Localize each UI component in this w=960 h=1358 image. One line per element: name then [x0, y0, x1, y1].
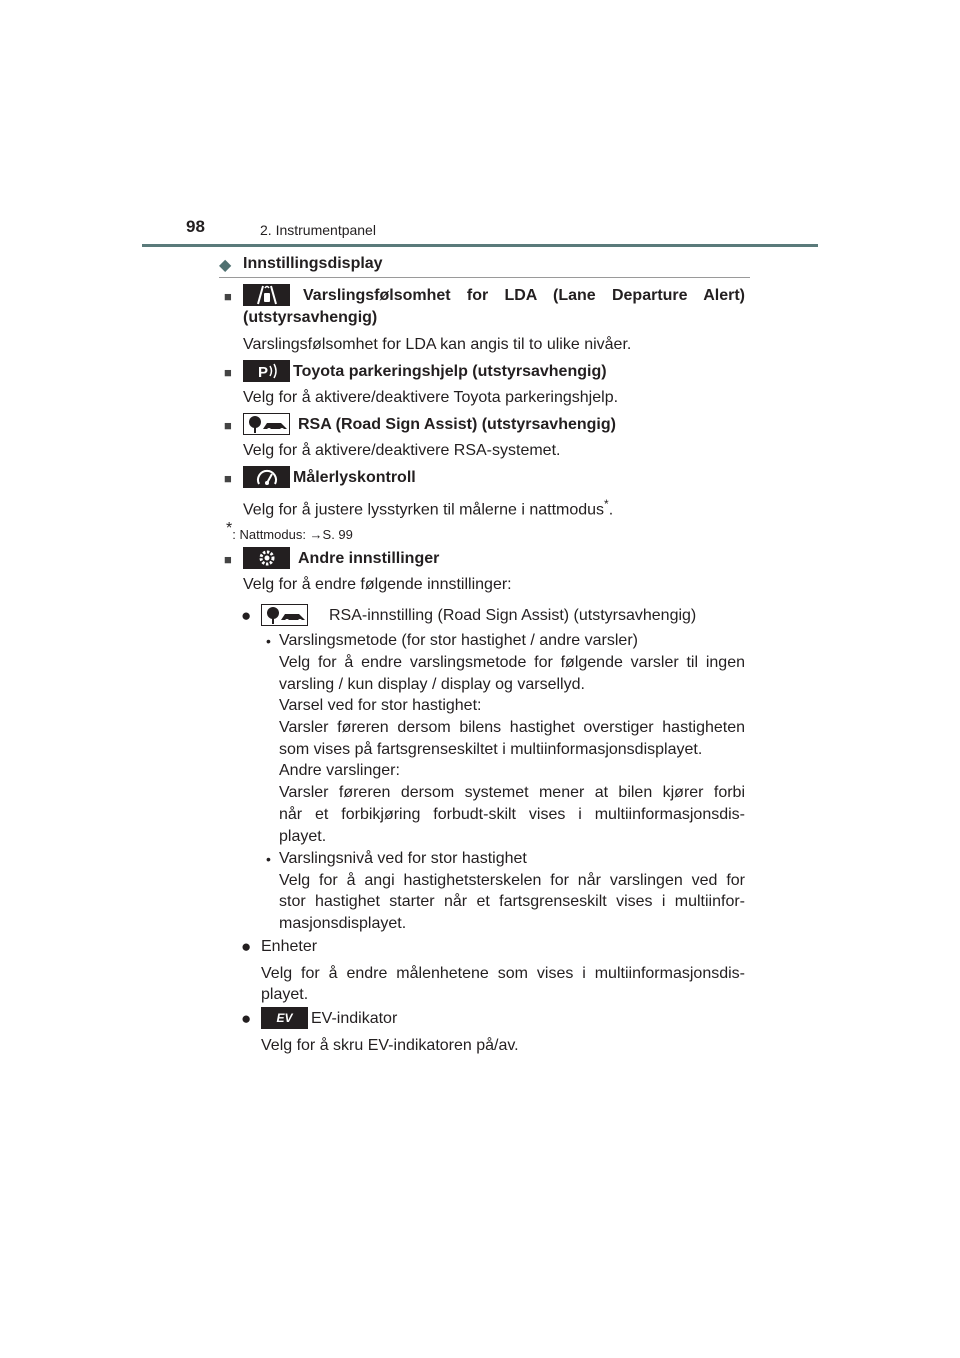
parking-description: Velg for å aktivere/deaktivere Toyota parkeringshjelp. [243, 389, 619, 406]
parking-assist-icon [243, 360, 290, 382]
text-line: Velg for å endre varslingsmetode for følgende varsler til ingen [279, 654, 745, 671]
warning-method-title: Varslingsmetode (for stor hastighet / andre varsler) [279, 632, 638, 649]
square-bullet: ■ [224, 552, 232, 567]
dot-bullet: • [266, 851, 271, 867]
road-sign-assist-icon [243, 413, 290, 435]
circle-bullet: ● [241, 937, 252, 956]
meter-light-icon [243, 466, 290, 488]
section-title: Innstillingsdisplay [243, 255, 383, 272]
diamond-icon: ◆ [219, 257, 232, 274]
footnote: *: Nattmodus: →S. 99 [226, 520, 353, 542]
meter-light-title: Målerlyskontroll [293, 469, 416, 486]
rsa-description: Velg for å aktivere/deaktivere RSA-systemet. [243, 442, 561, 459]
other-settings-description: Velg for å endre følgende innstillinger: [243, 576, 512, 593]
ev-indicator-icon: EV [261, 1007, 308, 1029]
rsa-title: RSA (Road Sign Assist) (utstyrsavhengig) [298, 416, 616, 433]
circle-bullet: ● [241, 1009, 252, 1028]
header-divider [142, 244, 818, 247]
page-number: 98 [186, 217, 205, 236]
text-line: playet. [279, 828, 327, 845]
text-line: varsling / kun display / display og varsellyd. [279, 676, 585, 693]
lda-title-suffix: (utstyrsavhengig) [243, 309, 378, 326]
units-label: Enheter [261, 938, 318, 955]
text-line: Velg for å angi hastighetsterskelen for når varslingen ved for [279, 872, 745, 889]
lda-description: Varslingsfølsomhet for LDA kan angis til to ulike nivåer. [243, 336, 632, 353]
text-line: som vises på fartsgrenseskiltet i multiinformasjonsdisplayet. [279, 741, 703, 758]
section-divider [219, 277, 750, 278]
circle-bullet: ● [241, 606, 252, 625]
text-line: Velg for å endre målenhetene som vises i multiinformasjonsdis- [261, 965, 745, 982]
ev-label: EV-indikator [311, 1010, 398, 1027]
text-line: stor hastighet starter når et fartsgrenseskilt vises i multiinfor- [279, 893, 745, 910]
meter-light-description: Velg for å justere lysstyrken til målerne i nattmodus*. [243, 497, 614, 519]
warning-level-title: Varslingsnivå ved for stor hastighet [279, 850, 527, 867]
svg-text:P: P [257, 364, 268, 381]
gear-icon [243, 547, 290, 569]
rsa-setting-label: RSA-innstilling (Road Sign Assist) (utstyrsavhengig) [329, 607, 697, 624]
square-bullet: ■ [224, 471, 232, 486]
text-line: playet. [261, 986, 309, 1003]
chapter-title: 2. Instrumentpanel [260, 222, 376, 238]
text-line: Varsler føreren dersom bilens hastighet overstiger hastigheten [279, 719, 745, 736]
ev-description: Velg for å skru EV-indikatoren på/av. [261, 1037, 519, 1054]
lda-title: Varslingsfølsomhet for LDA (Lane Departure Alert) [303, 287, 745, 304]
text-line: masjonsdisplayet. [279, 915, 407, 932]
text-line: Andre varslinger: [279, 762, 400, 779]
road-sign-assist-icon [261, 604, 308, 626]
parking-title: Toyota parkeringshjelp (utstyrsavhengig) [293, 363, 607, 380]
text-line: Varsel ved for stor hastighet: [279, 697, 482, 714]
dot-bullet: • [266, 633, 271, 649]
square-bullet: ■ [224, 418, 232, 433]
text-line: Varsler føreren dersom systemet mener at bilen kjører forbi [279, 784, 745, 801]
square-bullet: ■ [224, 365, 232, 380]
text-line: når et forbikjøring forbudt-skilt vises i multiinformasjonsdis- [279, 806, 745, 823]
square-bullet: ■ [224, 289, 232, 304]
lane-departure-icon [243, 284, 290, 306]
other-settings-title: Andre innstillinger [298, 550, 440, 567]
